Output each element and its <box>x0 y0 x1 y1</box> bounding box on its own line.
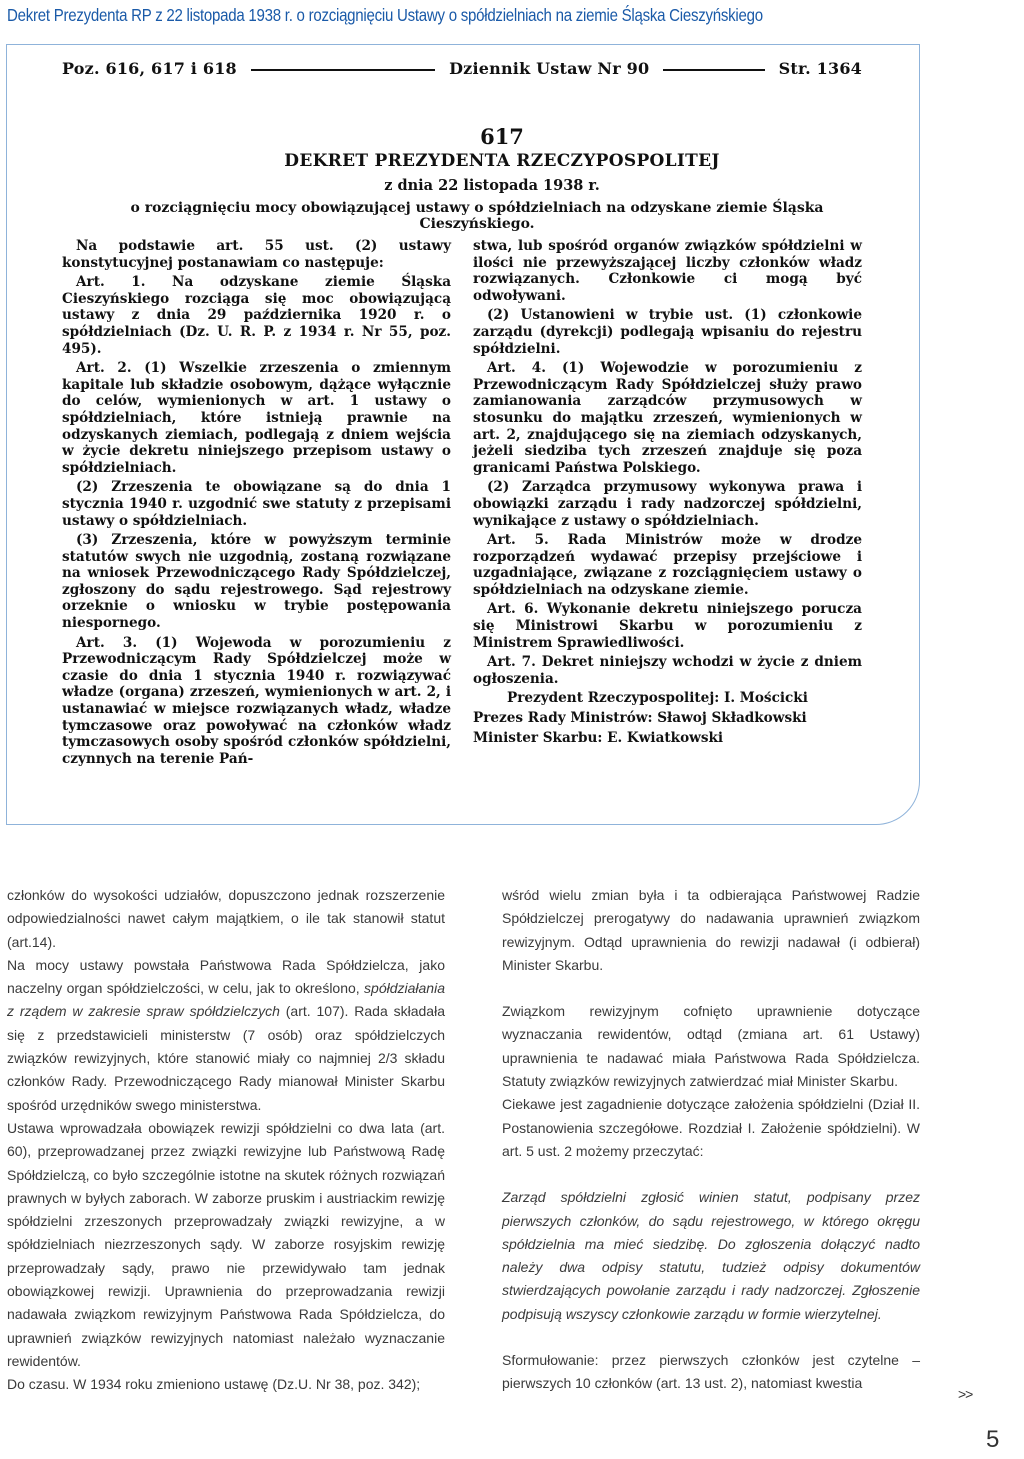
decree-title: DEKRET PREZYDENTA RZECZYPOSPOLITEJ <box>284 151 720 171</box>
decree-paragraph: Art. 3. (1) Wojewoda w porozumieniu z Przewodniczącym Rady Spółdzielczej może w czasie do dnia 1 stycznia 1940 r. rozwiązywać władze (organa) zrzeszeń, wymienionych w art. 2, i ustanawiać w miejsce rozwiązanych władz, władze tymczasowe oraz powoływać na członków władz tymczasowych osoby spośród członków spółdzielni, czynnych na terenie Pań- <box>62 634 451 767</box>
paragraph-text: Na mocy ustawy powstała Państwowa Rada Spółdzielcza, jako naczelny organ spółdzielczości, w celu, jak to określono, <box>7 956 445 997</box>
paragraph: Sformułowanie: przez pierwszych członków jest czytelne – pierwszych 10 członków (art. 13 ust. 2), natomiast kwestia <box>502 1352 920 1392</box>
decree-paragraph: Art. 7. Dekret niniejszy wchodzi w życie z dniem ogłoszenia. <box>473 654 862 687</box>
paragraph-text: (art. 107). Rada składała się z przedstawicieli ministerstw (7 osób) oraz spółdzielczych związków rewizyjnych, które stanowić miały co najmniej 2/3 składu członków Rady. Przewodniczącego Rady mianował Minister Skarbu spośród urzędników swego ministerstwa. <box>7 1003 445 1113</box>
decree-paragraph: Art. 5. Rada Ministrów może w drodze rozporządzeń wydawać przepisy przejściowe i uzgadniające, związane z rozciągnięciem ustawy o spółdzielniach na odzyskane ziemie. <box>473 532 862 598</box>
scan-header-page: Str. 1364 <box>778 59 862 78</box>
paragraph: członków do wysokości udziałów, dopuszczono jednak rozszerzenie odpowiedzialności nawet całym majątkiem, o ile tak stanowił statut (art.14). <box>7 887 445 950</box>
page-number: 5 <box>986 1426 1000 1453</box>
decree-paragraph: Art. 2. (1) Wszelkie zrzeszenia o zmiennym kapitale lub składzie osobowym, dążące wyłącznie do celów, wymienionych w art. 1 ustawy o spółdzielniach, które istnieją prawnie na odzyskanych ziemiach, podlegają z dniem wejścia w życie dekretu niniejszego przepisom ustawy o spółdzielniach. <box>62 360 451 476</box>
decree-paragraph: (2) Zrzeszenia te obowiązane są do dnia 1 stycznia 1940 r. uzgodnić swe statuty z przepisami ustawy o spółdzielniach. <box>62 479 451 529</box>
scan-header <box>62 59 862 78</box>
scanned-decree <box>62 59 862 770</box>
decree-paragraph: (2) Zarządca przymusowy wykonywa prawa i obowiązki zarządu i rady nadzorczej spółdzielni, wynikające z ustawy o spółdzielniach. <box>473 479 862 529</box>
scan-header-journal: Dziennik Ustaw Nr 90 <box>449 59 650 78</box>
italic-quote: spółdziałania z rządem w zakresie spraw spółdzielczych <box>7 980 445 1020</box>
article-right-column <box>502 884 920 1396</box>
decree-date: z dnia 22 listopada 1938 r. <box>384 177 600 194</box>
paragraph: Ustawa wprowadzała obowiązek rewizji spółdzielni co dwa lata (art. 60), przeprowadzanej przez związki rewizyjne lub Państwową Radę Spółdzielczą, co było szczególnie istotne na skutek różnych rozwiązań prawnych w byłych zaborach. W zaborze pruskim i austriackim rewizję spółdzielni zrzeszonych przeprowadzały związki rewizyjne, a w spółdzielniach niezrzeszonych sądy. W zaborze rosyjskim rewizję przeprowadzały sądy, prawo nie przewidywało tam jednak obowiązkowej rewizji. Uprawnienia do przeprowadzania rewizji nadawała związkom rewizyjnym Państwowa Rada Spółdzielcza, do uprawnień związków rewizyjnych natomiast należało wyznaczanie rewidentów. <box>7 1119 445 1369</box>
decree-right-column <box>473 238 862 770</box>
signature-prime-minister: Prezes Rady Ministrów: Sławoj Składkowski <box>473 710 807 727</box>
decree-columns <box>62 238 862 770</box>
header-rule <box>663 69 764 71</box>
decree-paragraph: Art. 4. (1) Wojewodzie w porozumieniu z Przewodniczącym Rady Spółdzielczej służy prawo zamianowania zarządców przymusowych w stosunku do majątku zrzeszeń, wymienionych w art. 2, znajdującego się na ziemiach odzyskanych, jeżeli siedziba tych zrzeszeń znajduje się poza granicami Państwa Polskiego. <box>473 360 862 476</box>
scanned-decree-frame <box>6 44 920 825</box>
decree-paragraph: Art. 1. Na odzyskane ziemie Śląska Cieszyńskiego rozciąga się moc obowiązującą ustawy z dnia 29 października 1920 r. o spółdzielniach (Dz. U. R. P. z 1934 r. Nr 55, poz. 495). <box>62 274 451 357</box>
header-rule <box>251 69 435 71</box>
paragraph <box>7 954 445 1117</box>
article-left-column <box>7 884 445 1397</box>
signature-president: Prezydent Rzeczypospolitej: I. Mościcki <box>507 690 808 707</box>
decree-left-column <box>62 238 451 770</box>
italic-quote: Zarząd spółdzielni zgłosić winien statut, podpisany przez pierwszych członków, do sądu rejestrowego, w którego okręgu spółdzielnia ma mieć siedzibę. Do zgłoszenia dołączyć nadto należy dwa odpisy statutu, tudzież odpisy dokumentów stwierdzających powołanie zarządu i rady nadzorczej. Zgłoszenie podpisują wszyscy członkowie zarządu w formie wierzytelnej. <box>502 1189 920 1322</box>
decree-paragraph: (2) Ustanowieni w trybie ust. (1) członkowie zarządu (dyrekcji) podlegają wpisaniu do rejestru spółdzielni. <box>473 307 862 357</box>
paragraph: wśród wielu zmian była i ta odbierająca Państwowej Radzie Spółdzielczej prerogatywy do nadawania uprawnień związkom rewizyjnym. Odtąd uprawnienia do rewizji nadawał (i odbierał) Minister Skarbu. <box>502 887 920 973</box>
decree-number: 617 <box>480 124 524 149</box>
continue-mark: >> <box>958 1386 973 1402</box>
quoted-article <box>502 1186 920 1326</box>
signature-minister: Minister Skarbu: E. Kwiatkowski <box>473 729 724 746</box>
decree-subject: o rozciągnięciu mocy obowiązującej ustawy o spółdzielniach na odzyskane ziemie Śląska Cieszyńskiego. <box>130 200 824 232</box>
decree-paragraph: Na podstawie art. 55 ust. (2) ustawy konstytucyjnej postanawiam co następuje: <box>62 238 451 271</box>
paragraph: Związkom rewizyjnym cofnięto uprawnienie dotyczące wyznaczania rewidentów, odtąd (zmiana art. 61 Ustawy) uprawnienia te nadawać miała Państwowa Rada Spółdzielcza. Statuty związków rewizyjnych zatwierdzać miał Minister Skarbu. <box>502 1003 920 1090</box>
decree-paragraph: (3) Zrzeszenia, które w powyższym terminie statutów swych nie uzgodnią, zostaną rozwiązane na wniosek Przewodniczącego Rady Spółdzielczej, zgłoszony do sądu rejestrowego. Sąd rejestrowy orzeknie o wniosku w trybie postępowania niespornego. <box>62 532 451 632</box>
page-title: Dekret Prezydenta RP z 22 listopada 1938 r. o rozciągnięciu Ustawy o spółdzielniach na ziemie Śląska Cieszyńskiego <box>7 5 763 25</box>
scan-header-position: Poz. 616, 617 i 618 <box>62 59 237 78</box>
paragraph: Do czasu. W 1934 roku zmieniono ustawę (Dz.U. Nr 38, poz. 342); <box>7 1376 421 1393</box>
decree-paragraph: stwa, lub spośród organów związków spółdzielni w ilości nie przewyższającej liczby członków władz rozwiązanych. Członkowie ci mogą być odwoływani. <box>473 238 862 304</box>
decree-paragraph: Art. 6. Wykonanie dekretu niniejszego porucza się Ministrowi Skarbu w porozumieniu z Ministrem Sprawiedliwości. <box>473 601 862 651</box>
paragraph: Ciekawe jest zagadnienie dotyczące założenia spółdzielni (Dział II. Postanowienia szczegółowe. Rozdział I. Założenie spółdzielni). W art. 5 ust. 2 możemy przeczytać: <box>502 1096 920 1159</box>
